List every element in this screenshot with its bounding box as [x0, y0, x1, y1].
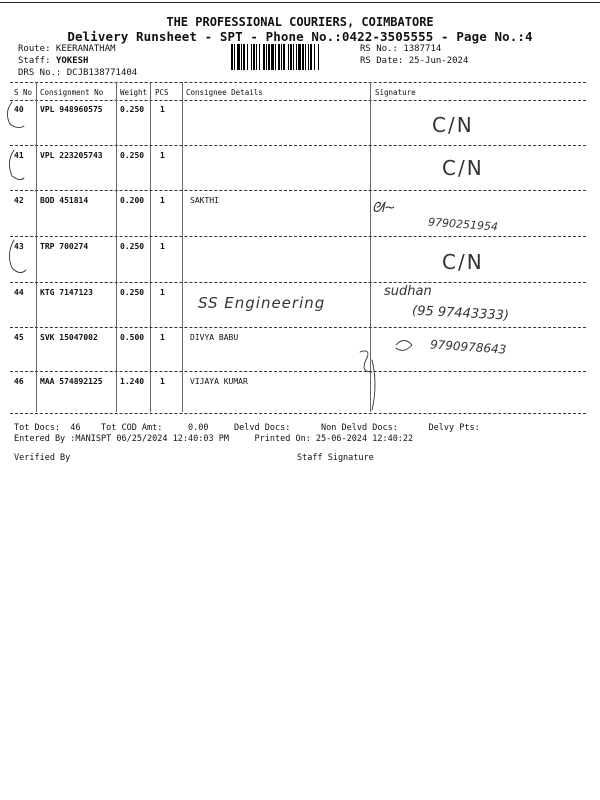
- row-pcs: 1: [160, 196, 165, 205]
- row-pcs: 1: [160, 242, 165, 251]
- row-weight: 0.250: [120, 242, 145, 251]
- row-pcs: 1: [160, 288, 165, 297]
- row-pcs: 1: [160, 105, 165, 114]
- rs-date: RS Date: 25-Jun-2024: [360, 56, 469, 66]
- row-weight: 0.250: [120, 288, 145, 297]
- handwritten-phone: 9790251954: [427, 215, 499, 234]
- sno-circle-mark: [9, 240, 26, 273]
- drs-number: DRS No.: DCJB138771404: [18, 68, 138, 78]
- sno-circle-mark: [7, 102, 24, 128]
- row-pcs: 1: [160, 333, 165, 342]
- route-label: Route: KEERANATHAM: [18, 44, 116, 54]
- handwritten-cn: C/N: [442, 250, 484, 274]
- row-weight: 0.250: [120, 151, 145, 160]
- row-weight: 1.240: [120, 377, 145, 386]
- row-sno: 40: [14, 105, 24, 114]
- row-weight: 0.200: [120, 196, 145, 205]
- row-consignment: VPL 948960575: [40, 105, 103, 114]
- row-sno: 43: [14, 242, 24, 251]
- handwritten-cn: C/N: [432, 113, 474, 137]
- col-consignee: Consignee Details: [186, 88, 263, 97]
- row-consignee: VIJAYA KUMAR: [190, 377, 248, 386]
- col-sno: S No: [14, 88, 33, 97]
- staff-name: YOKESH: [55, 56, 89, 66]
- row-consignment: BOD 451814: [40, 196, 89, 205]
- handwritten-consignee: SS Engineering: [198, 294, 326, 312]
- rs-number: RS No.: 1387714: [360, 44, 442, 54]
- row-sno: 45: [14, 333, 24, 342]
- handwritten-cn: C/N: [442, 156, 484, 180]
- row-sno: 42: [14, 196, 24, 205]
- handwritten-signature: ᘛ~: [372, 200, 396, 216]
- row-sno: 44: [14, 288, 24, 297]
- row-consignment: MAA 574892125: [40, 377, 103, 386]
- verified-by-label: Verified By: [14, 453, 71, 463]
- row-pcs: 1: [160, 377, 165, 386]
- handwritten-phone: (95 97443333): [411, 303, 510, 324]
- row-pcs: 1: [160, 151, 165, 160]
- scribble-mark: [396, 341, 412, 351]
- row-weight: 0.250: [120, 105, 145, 114]
- col-weight: Weight: [120, 88, 148, 97]
- row-consignee: SAKTHI: [190, 196, 219, 205]
- bracket-mark: [372, 360, 375, 410]
- row-sno: 46: [14, 377, 24, 386]
- handwritten-phone: 9790978643: [429, 337, 507, 357]
- col-pcs: PCS: [155, 88, 169, 97]
- handwritten-name: sudhan: [384, 284, 432, 299]
- row-consignee: DIVYA BABU: [190, 333, 239, 342]
- row-sno: 41: [14, 151, 24, 160]
- totals-line: Tot Docs: 46 Tot COD Amt: 0.00 Delvd Docs: Non Delvd Docs: Delvy Pts:: [14, 423, 480, 433]
- sno-circle-mark: [9, 150, 24, 180]
- row-consignment: KTG 7147123: [40, 288, 93, 297]
- row-consignment: TRP 700274: [40, 242, 89, 251]
- entered-by-line: Entered By :MANISPT 06/25/2024 12:40:03 PM Printed On: 25-06-2024 12:40:22: [14, 434, 414, 444]
- company-title: THE PROFESSIONAL COURIERS, COIMBATORE: [166, 15, 434, 29]
- row-consignment: VPL 223205743: [40, 151, 103, 160]
- staff-signature-label: Staff Signature: [297, 453, 374, 463]
- row-consignment: SVK 15047002: [40, 333, 98, 342]
- bracket-mark: [360, 351, 372, 372]
- runsheet-title: Delivery Runsheet - SPT - Phone No.:0422-3505555 - Page No.:4: [67, 29, 533, 44]
- col-signature: Signature: [375, 88, 416, 97]
- col-consignment: Consignment No: [40, 88, 104, 97]
- row-weight: 0.500: [120, 333, 145, 342]
- staff-prefix: Staff:: [18, 56, 56, 66]
